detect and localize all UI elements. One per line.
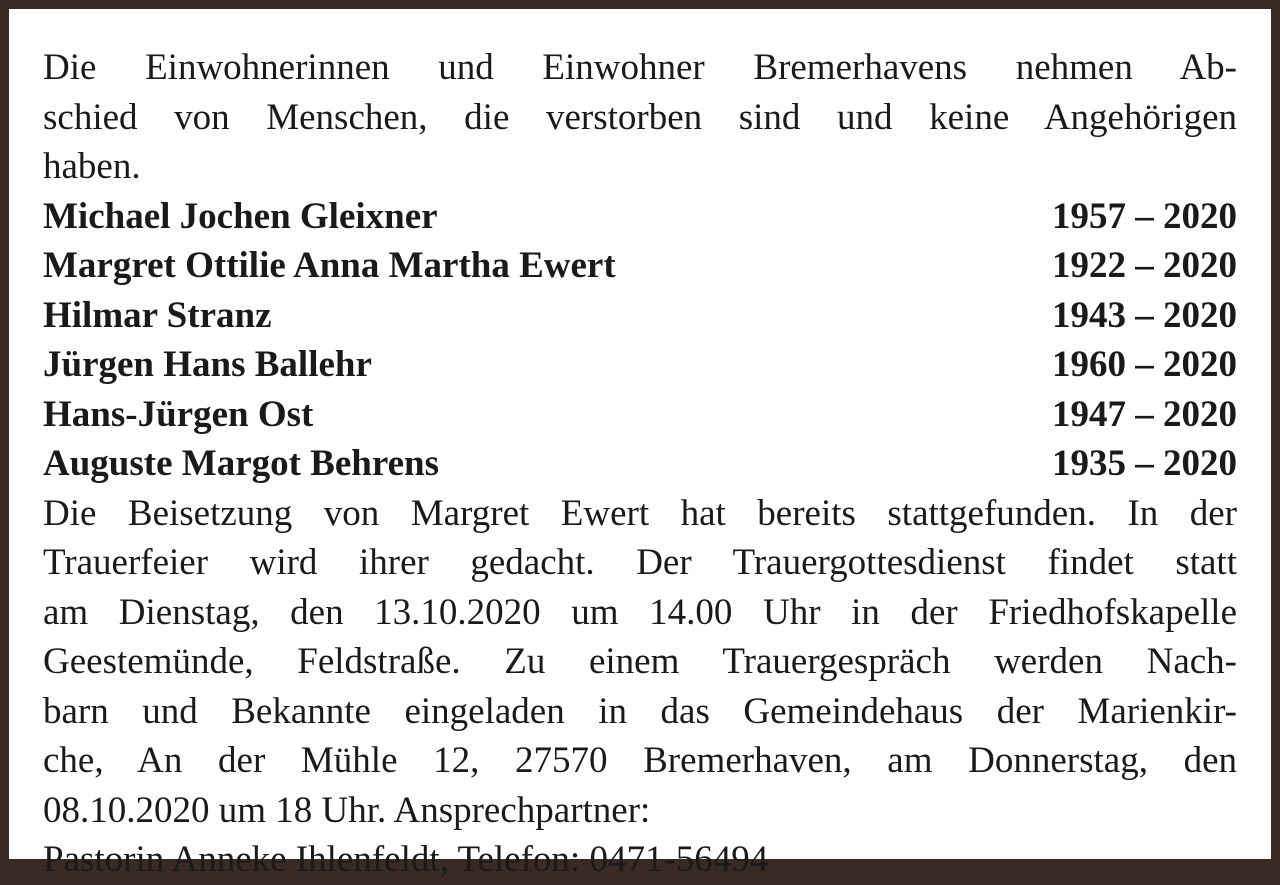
deceased-name: Hans-Jürgen Ost [43,393,314,435]
details-paragraph [43,489,1237,885]
deceased-years: 1943 – 2020 [1052,294,1237,336]
contact-line: Pastorin Anneke Ihlenfeldt, Telefon: 0471-56494 [43,839,769,880]
deceased-list [43,192,1237,489]
intro-line: schied von Menschen, die verstorben sind und keine Angehörigen [43,96,1237,138]
intro-line: Die Einwohnerinnen und Einwohner Bremerhavens nehmen Ab- [43,47,1237,88]
deceased-name: Hilmar Stranz [43,294,272,336]
deceased-row [43,390,1237,440]
deceased-name: Jürgen Hans Ballehr [43,344,372,385]
deceased-name: Auguste Margot Behrens [43,443,440,484]
details-line: che, An der Mühle 12, 27570 Bremerhaven, am Donnerstag, den [43,740,1237,781]
intro-line: haben. [43,146,141,187]
details-line: Trauerfeier wird ihrer gedacht. Der Trauergottesdienst findet statt [43,542,1237,583]
details-line: Geestemünde, Feldstraße. Zu einem Trauergespräch werden Nach- [43,641,1237,682]
deceased-years: 1960 – 2020 [1052,344,1237,385]
deceased-years: 1922 – 2020 [1052,245,1237,286]
deceased-name: Margret Ottilie Anna Martha Ewert [43,245,616,286]
deceased-years: 1957 – 2020 [1052,195,1237,237]
intro-paragraph [43,43,1237,192]
deceased-years: 1947 – 2020 [1052,393,1237,435]
deceased-row [43,340,1237,390]
deceased-name: Michael Jochen Gleixner [43,195,438,237]
deceased-row [43,192,1237,242]
details-line: Die Beisetzung von Margret Ewert hat bereits stattgefunden. In der [43,492,1237,534]
deceased-row [43,291,1237,341]
deceased-row [43,439,1237,489]
details-line: am Dienstag, den 13.10.2020 um 14.00 Uhr in der Friedhofskapelle [43,591,1237,633]
obituary-notice [9,9,1271,880]
deceased-years: 1935 – 2020 [1052,443,1237,484]
details-line: 08.10.2020 um 18 Uhr. Ansprechpartner: [43,789,651,831]
deceased-row [43,241,1237,291]
details-line: barn und Bekannte eingeladen in das Gemeindehaus der Marienkir- [43,690,1237,732]
